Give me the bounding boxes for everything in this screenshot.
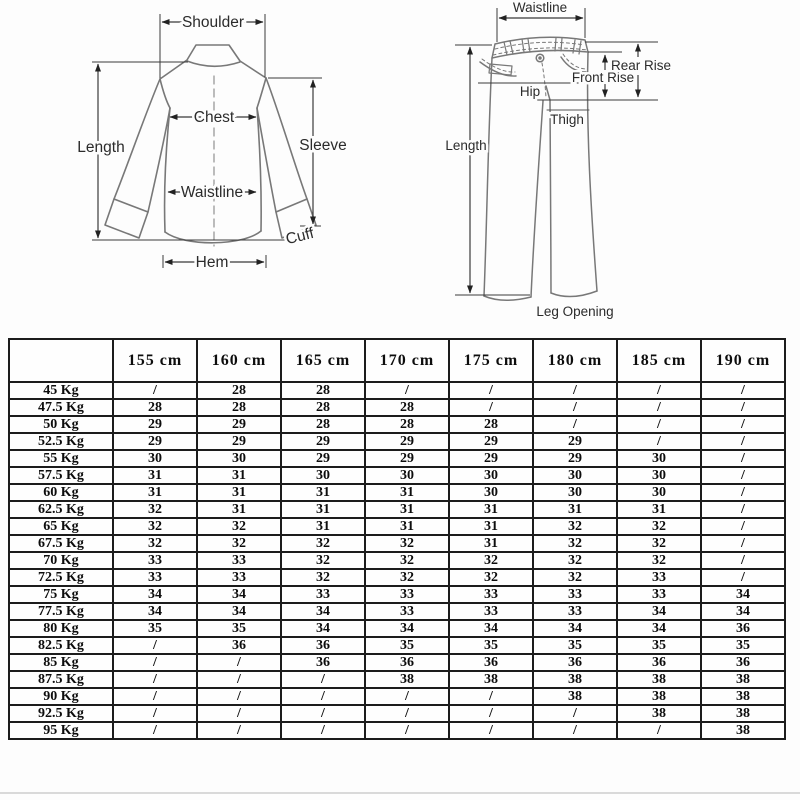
size-cell: 36 [701,620,785,637]
shirt-outline [105,45,316,249]
pants-right-leg-outer [588,52,597,291]
size-cell: 28 [365,416,449,433]
size-cell: 33 [533,603,617,620]
size-cell: / [533,382,617,399]
weight-row-header: 82.5 Kg [9,637,113,654]
size-cell: 36 [197,637,281,654]
size-cell: 31 [365,501,449,518]
shirt-hem-curve [165,231,261,243]
height-col-header: 180 cm [533,339,617,382]
table-row [9,722,785,739]
table-row [9,450,785,467]
size-cell: / [533,705,617,722]
weight-row-header: 87.5 Kg [9,671,113,688]
size-cell: 29 [533,433,617,450]
size-cell: 28 [281,416,365,433]
shirt-labels [77,14,346,271]
size-cell: 31 [197,484,281,501]
table-row [9,654,785,671]
pants-button-dot [539,57,541,59]
pants-left-hem [484,296,531,300]
size-cell: / [113,722,197,739]
size-cell: 33 [281,586,365,603]
size-cell: 32 [281,535,365,552]
size-cell: / [197,654,281,671]
weight-row-header: 72.5 Kg [9,569,113,586]
weight-row-header: 95 Kg [9,722,113,739]
size-cell: 31 [281,484,365,501]
size-cell: / [617,399,701,416]
weight-row-header: 77.5 Kg [9,603,113,620]
size-cell: 30 [197,450,281,467]
corner-cell [9,339,113,382]
size-cell: 30 [281,467,365,484]
weight-row-header: 52.5 Kg [9,433,113,450]
height-col-header: 190 cm [701,339,785,382]
size-cell: 34 [197,603,281,620]
size-cell: 32 [617,552,701,569]
size-cell: / [701,552,785,569]
size-cell: 35 [449,637,533,654]
table-row [9,603,785,620]
pants-left-leg-outer [484,58,492,296]
size-cell: 31 [365,484,449,501]
size-cell: / [701,433,785,450]
pants-measurement-diagram [400,0,800,335]
size-cell: 30 [365,467,449,484]
size-cell: / [701,535,785,552]
size-cell: / [365,705,449,722]
table-row [9,416,785,433]
height-col-header: 155 cm [113,339,197,382]
size-cell: 32 [533,552,617,569]
size-cell: 33 [617,569,701,586]
size-cell: 29 [113,416,197,433]
size-cell: / [197,688,281,705]
table-row [9,705,785,722]
shirt-left-side [160,79,170,232]
size-cell: 32 [113,518,197,535]
size-cell: 32 [281,569,365,586]
size-cell: 32 [197,535,281,552]
size-cell: / [449,705,533,722]
shirt-cuff-label: Cuff [284,224,316,249]
size-cell: 38 [617,671,701,688]
table-row [9,552,785,569]
size-cell: 34 [617,620,701,637]
size-cell: 28 [449,416,533,433]
table-row [9,399,785,416]
size-cell: 35 [701,637,785,654]
size-cell: 32 [197,518,281,535]
pants-thigh-label: Thigh [550,112,584,127]
size-cell: 29 [281,433,365,450]
size-cell: / [617,416,701,433]
size-cell: 38 [617,688,701,705]
size-cell: 30 [617,467,701,484]
weight-row-header: 75 Kg [9,586,113,603]
size-cell: / [701,569,785,586]
size-cell: / [113,382,197,399]
size-cell: / [449,688,533,705]
shirt-left-sleeve-inner [148,108,170,212]
height-col-header: 175 cm [449,339,533,382]
size-cell: 36 [281,637,365,654]
size-cell: 34 [281,603,365,620]
size-cell: 30 [113,450,197,467]
size-cell: 31 [281,501,365,518]
size-cell: 33 [617,586,701,603]
shirt-sleeve-label: Sleeve [299,137,347,154]
size-cell: 38 [533,688,617,705]
size-cell: / [113,637,197,654]
size-cell: 32 [113,501,197,518]
shirt-left-cuff [105,199,148,238]
size-cell: 29 [197,416,281,433]
size-cell: 36 [365,654,449,671]
size-cell: 32 [365,535,449,552]
size-cell: 36 [533,654,617,671]
size-cell: / [701,382,785,399]
size-cell: 29 [113,433,197,450]
size-table-head [9,339,785,382]
size-table-header-row [9,339,785,382]
size-cell: 28 [197,399,281,416]
pants-leg-opening-label: Leg Opening [536,304,614,319]
size-cell: 33 [197,569,281,586]
size-cell: 36 [449,654,533,671]
size-cell: 33 [449,586,533,603]
size-cell: 30 [449,484,533,501]
weight-row-header: 80 Kg [9,620,113,637]
size-cell: / [701,450,785,467]
size-cell: 35 [365,637,449,654]
shirt-yoke [187,61,240,66]
size-cell: 36 [617,654,701,671]
shirt-length-label: Length [77,139,125,156]
size-cell: 31 [533,501,617,518]
size-cell: 28 [281,382,365,399]
size-cell: 38 [449,671,533,688]
pants-fly-stitch [542,63,546,98]
pants-length-label: Length [445,138,487,153]
size-table [8,338,786,740]
table-row [9,569,785,586]
size-cell: 31 [197,467,281,484]
size-cell: / [701,518,785,535]
pants-left-leg-inner [531,101,543,297]
size-cell: 31 [113,467,197,484]
height-col-header: 160 cm [197,339,281,382]
table-row [9,671,785,688]
size-cell: 35 [197,620,281,637]
size-cell: / [701,467,785,484]
table-row [9,433,785,450]
size-cell: 34 [197,586,281,603]
table-row [9,637,785,654]
size-cell: 34 [113,603,197,620]
size-cell: 29 [449,450,533,467]
size-cell: 28 [281,399,365,416]
size-cell: / [617,722,701,739]
size-cell: 33 [365,586,449,603]
size-cell: 33 [365,603,449,620]
size-cell: 28 [113,399,197,416]
pants-front-rise-label: Front Rise [571,70,635,85]
size-cell: 29 [365,450,449,467]
size-cell: / [533,416,617,433]
size-cell: 38 [365,671,449,688]
size-cell: 32 [533,569,617,586]
size-cell: 38 [533,671,617,688]
size-cell: 31 [617,501,701,518]
size-cell: 36 [701,654,785,671]
weight-row-header: 92.5 Kg [9,705,113,722]
weight-row-header: 62.5 Kg [9,501,113,518]
size-cell: 35 [113,620,197,637]
size-cell: 32 [533,518,617,535]
size-cell: 32 [365,552,449,569]
size-cell: 33 [113,552,197,569]
table-row [9,467,785,484]
size-cell: 32 [617,518,701,535]
size-cell: 29 [533,450,617,467]
weight-row-header: 50 Kg [9,416,113,433]
shirt-shoulder-label: Shoulder [181,14,245,31]
size-cell: 32 [533,535,617,552]
size-cell: 31 [113,484,197,501]
size-cell: 32 [113,535,197,552]
size-cell: / [197,705,281,722]
pants-hip-label: Hip [519,84,541,99]
size-cell: / [113,688,197,705]
size-cell: 29 [197,433,281,450]
size-cell: 28 [197,382,281,399]
size-table-body [9,382,785,739]
size-cell: 36 [281,654,365,671]
table-row [9,586,785,603]
pants-rear-rise-label: Rear Rise [610,58,672,73]
weight-row-header: 85 Kg [9,654,113,671]
weight-row-header: 45 Kg [9,382,113,399]
size-cell: 34 [449,620,533,637]
shirt-measurement-diagram [0,0,400,335]
shirt-waistline-label: Waistline [180,184,244,201]
size-cell: 29 [281,450,365,467]
size-cell: / [197,671,281,688]
size-cell: / [365,722,449,739]
weight-row-header: 65 Kg [9,518,113,535]
weight-row-header: 70 Kg [9,552,113,569]
table-row [9,518,785,535]
size-cell: / [701,399,785,416]
size-cell: 31 [365,518,449,535]
size-cell: 30 [617,450,701,467]
size-cell: / [197,722,281,739]
size-cell: 31 [197,501,281,518]
shirt-hem-label: Hem [195,254,229,271]
size-cell: 34 [113,586,197,603]
pants-waistline-label: Waistline [512,0,568,15]
size-cell: / [449,382,533,399]
size-cell: 35 [533,637,617,654]
size-cell: / [533,722,617,739]
size-cell: 34 [281,620,365,637]
size-cell: 32 [365,569,449,586]
size-cell: 34 [701,603,785,620]
size-cell: 34 [701,586,785,603]
size-cell: / [365,688,449,705]
size-cell: / [113,705,197,722]
size-cell: / [701,484,785,501]
weight-row-header: 47.5 Kg [9,399,113,416]
table-row [9,484,785,501]
pants-right-leg-inner [550,100,551,293]
table-row [9,620,785,637]
size-cell: 38 [701,671,785,688]
size-cell: 32 [281,552,365,569]
size-cell: 29 [365,433,449,450]
size-cell: 31 [449,518,533,535]
size-cell: 38 [701,705,785,722]
size-cell: 30 [533,467,617,484]
size-cell: / [449,399,533,416]
height-col-header: 185 cm [617,339,701,382]
size-cell: 31 [449,501,533,518]
size-cell: 33 [197,552,281,569]
size-cell: 29 [449,433,533,450]
size-cell: / [701,501,785,518]
size-cell: 38 [701,722,785,739]
size-cell: 38 [701,688,785,705]
size-cell: 33 [533,586,617,603]
shirt-chest-label: Chest [193,109,235,126]
table-row [9,688,785,705]
size-cell: / [449,722,533,739]
height-col-header: 165 cm [281,339,365,382]
size-cell: 34 [533,620,617,637]
weight-row-header: 67.5 Kg [9,535,113,552]
size-cell: 30 [617,484,701,501]
size-cell: 33 [113,569,197,586]
pants-crotch-seam [546,86,550,100]
weight-row-header: 90 Kg [9,688,113,705]
size-cell: / [113,671,197,688]
weight-row-header: 57.5 Kg [9,467,113,484]
size-cell: 32 [449,569,533,586]
size-cell: 28 [365,399,449,416]
size-cell: 30 [533,484,617,501]
table-row [9,501,785,518]
pants-right-hem [551,291,597,297]
size-cell: 34 [617,603,701,620]
table-row [9,382,785,399]
size-cell: 32 [617,535,701,552]
size-cell: / [617,433,701,450]
size-cell: / [365,382,449,399]
pants-right-pocket-stitch [563,54,587,69]
size-cell: 34 [365,620,449,637]
size-cell: 35 [617,637,701,654]
size-cell: 32 [449,552,533,569]
height-col-header: 170 cm [365,339,449,382]
size-cell: / [701,416,785,433]
size-cell: / [281,722,365,739]
weight-row-header: 60 Kg [9,484,113,501]
footer-strip [0,792,800,794]
size-cell: 31 [281,518,365,535]
size-cell: / [617,382,701,399]
size-cell: / [533,399,617,416]
weight-row-header: 55 Kg [9,450,113,467]
size-cell: / [281,688,365,705]
size-cell: 31 [449,535,533,552]
size-cell: / [281,671,365,688]
size-cell: 30 [449,467,533,484]
size-cell: 38 [617,705,701,722]
size-cell: / [113,654,197,671]
size-cell: 33 [449,603,533,620]
table-row [9,535,785,552]
size-cell: / [281,705,365,722]
